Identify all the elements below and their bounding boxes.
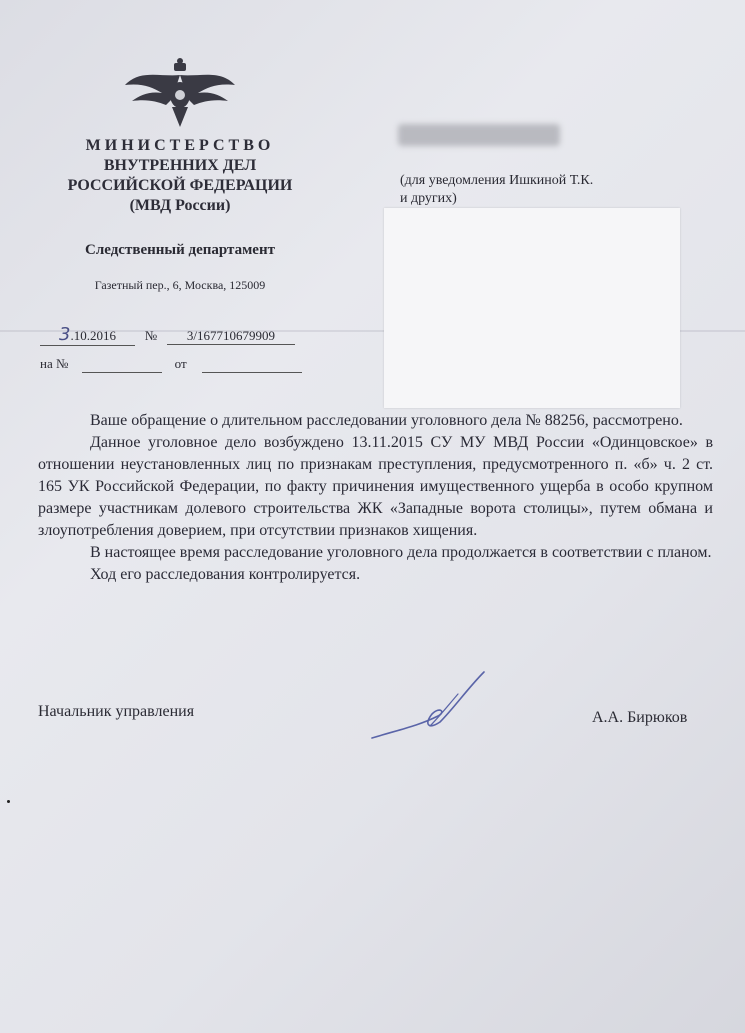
recipient-line-2: и других) xyxy=(400,191,457,206)
handwritten-signature xyxy=(368,668,493,746)
body-paragraph-1: Ваше обращение о длительном расследовании уголовного дела № 88256, рассмотрено. xyxy=(90,412,683,429)
ref-label: на № xyxy=(40,356,69,371)
letter-body xyxy=(38,410,713,586)
date-day-handwritten: 3 xyxy=(59,324,71,345)
signatory-title: Начальник управления xyxy=(38,703,195,720)
from-date-blank xyxy=(202,356,302,373)
document-number: 3/167710679909 xyxy=(167,328,295,345)
body-paragraph-4: Ход его расследования контролируется. xyxy=(90,566,361,583)
body-paragraph-2: Данное уголовное дело возбуждено 13.11.2015 СУ МУ МВД России «Одинцовское» в отношении неустановленных лиц по признакам преступления, предусмотренного п. «б» ч. 2 ст. 165 УК Российской Федерации, по факту причинения имущественного ущерба в особо крупном размере участникам долевого строительства ЖК «Западные ворота столицы», путем обмана и злоупотребления доверием, при отсутствии признаков хищения. xyxy=(38,434,713,539)
ministry-header xyxy=(30,136,330,216)
date-number-line xyxy=(40,324,295,346)
number-label: № xyxy=(144,328,158,343)
ministry-line-1: МИНИСТЕРСТВО xyxy=(85,137,275,154)
redacted-address-box xyxy=(384,208,680,408)
ministry-line-4: (МВД России) xyxy=(129,197,231,214)
recipient-note xyxy=(400,172,593,208)
signatory-name: А.А. Бирюков xyxy=(592,709,688,726)
from-label: от xyxy=(174,356,187,371)
date-field xyxy=(40,324,135,346)
reference-line xyxy=(40,356,302,373)
date-rest: .10.2016 xyxy=(70,328,116,343)
department-address: Газетный пер., 6, Москва, 125009 xyxy=(94,278,266,292)
stray-mark xyxy=(7,800,10,803)
ref-number-blank xyxy=(82,356,162,373)
body-paragraph-3: В настоящее время расследование уголовного дела продолжается в соответствии с планом. xyxy=(90,544,712,561)
ministry-line-3: РОССИЙСКОЙ ФЕДЕРАЦИИ xyxy=(67,177,293,194)
redacted-addressee xyxy=(398,124,560,146)
department-name: Следственный департамент xyxy=(85,242,275,258)
eagle-emblem-icon xyxy=(120,55,240,133)
recipient-line-1: (для уведомления Ишкиной Т.К. xyxy=(400,173,594,188)
ministry-line-2: ВНУТРЕННИХ ДЕЛ xyxy=(103,157,257,174)
